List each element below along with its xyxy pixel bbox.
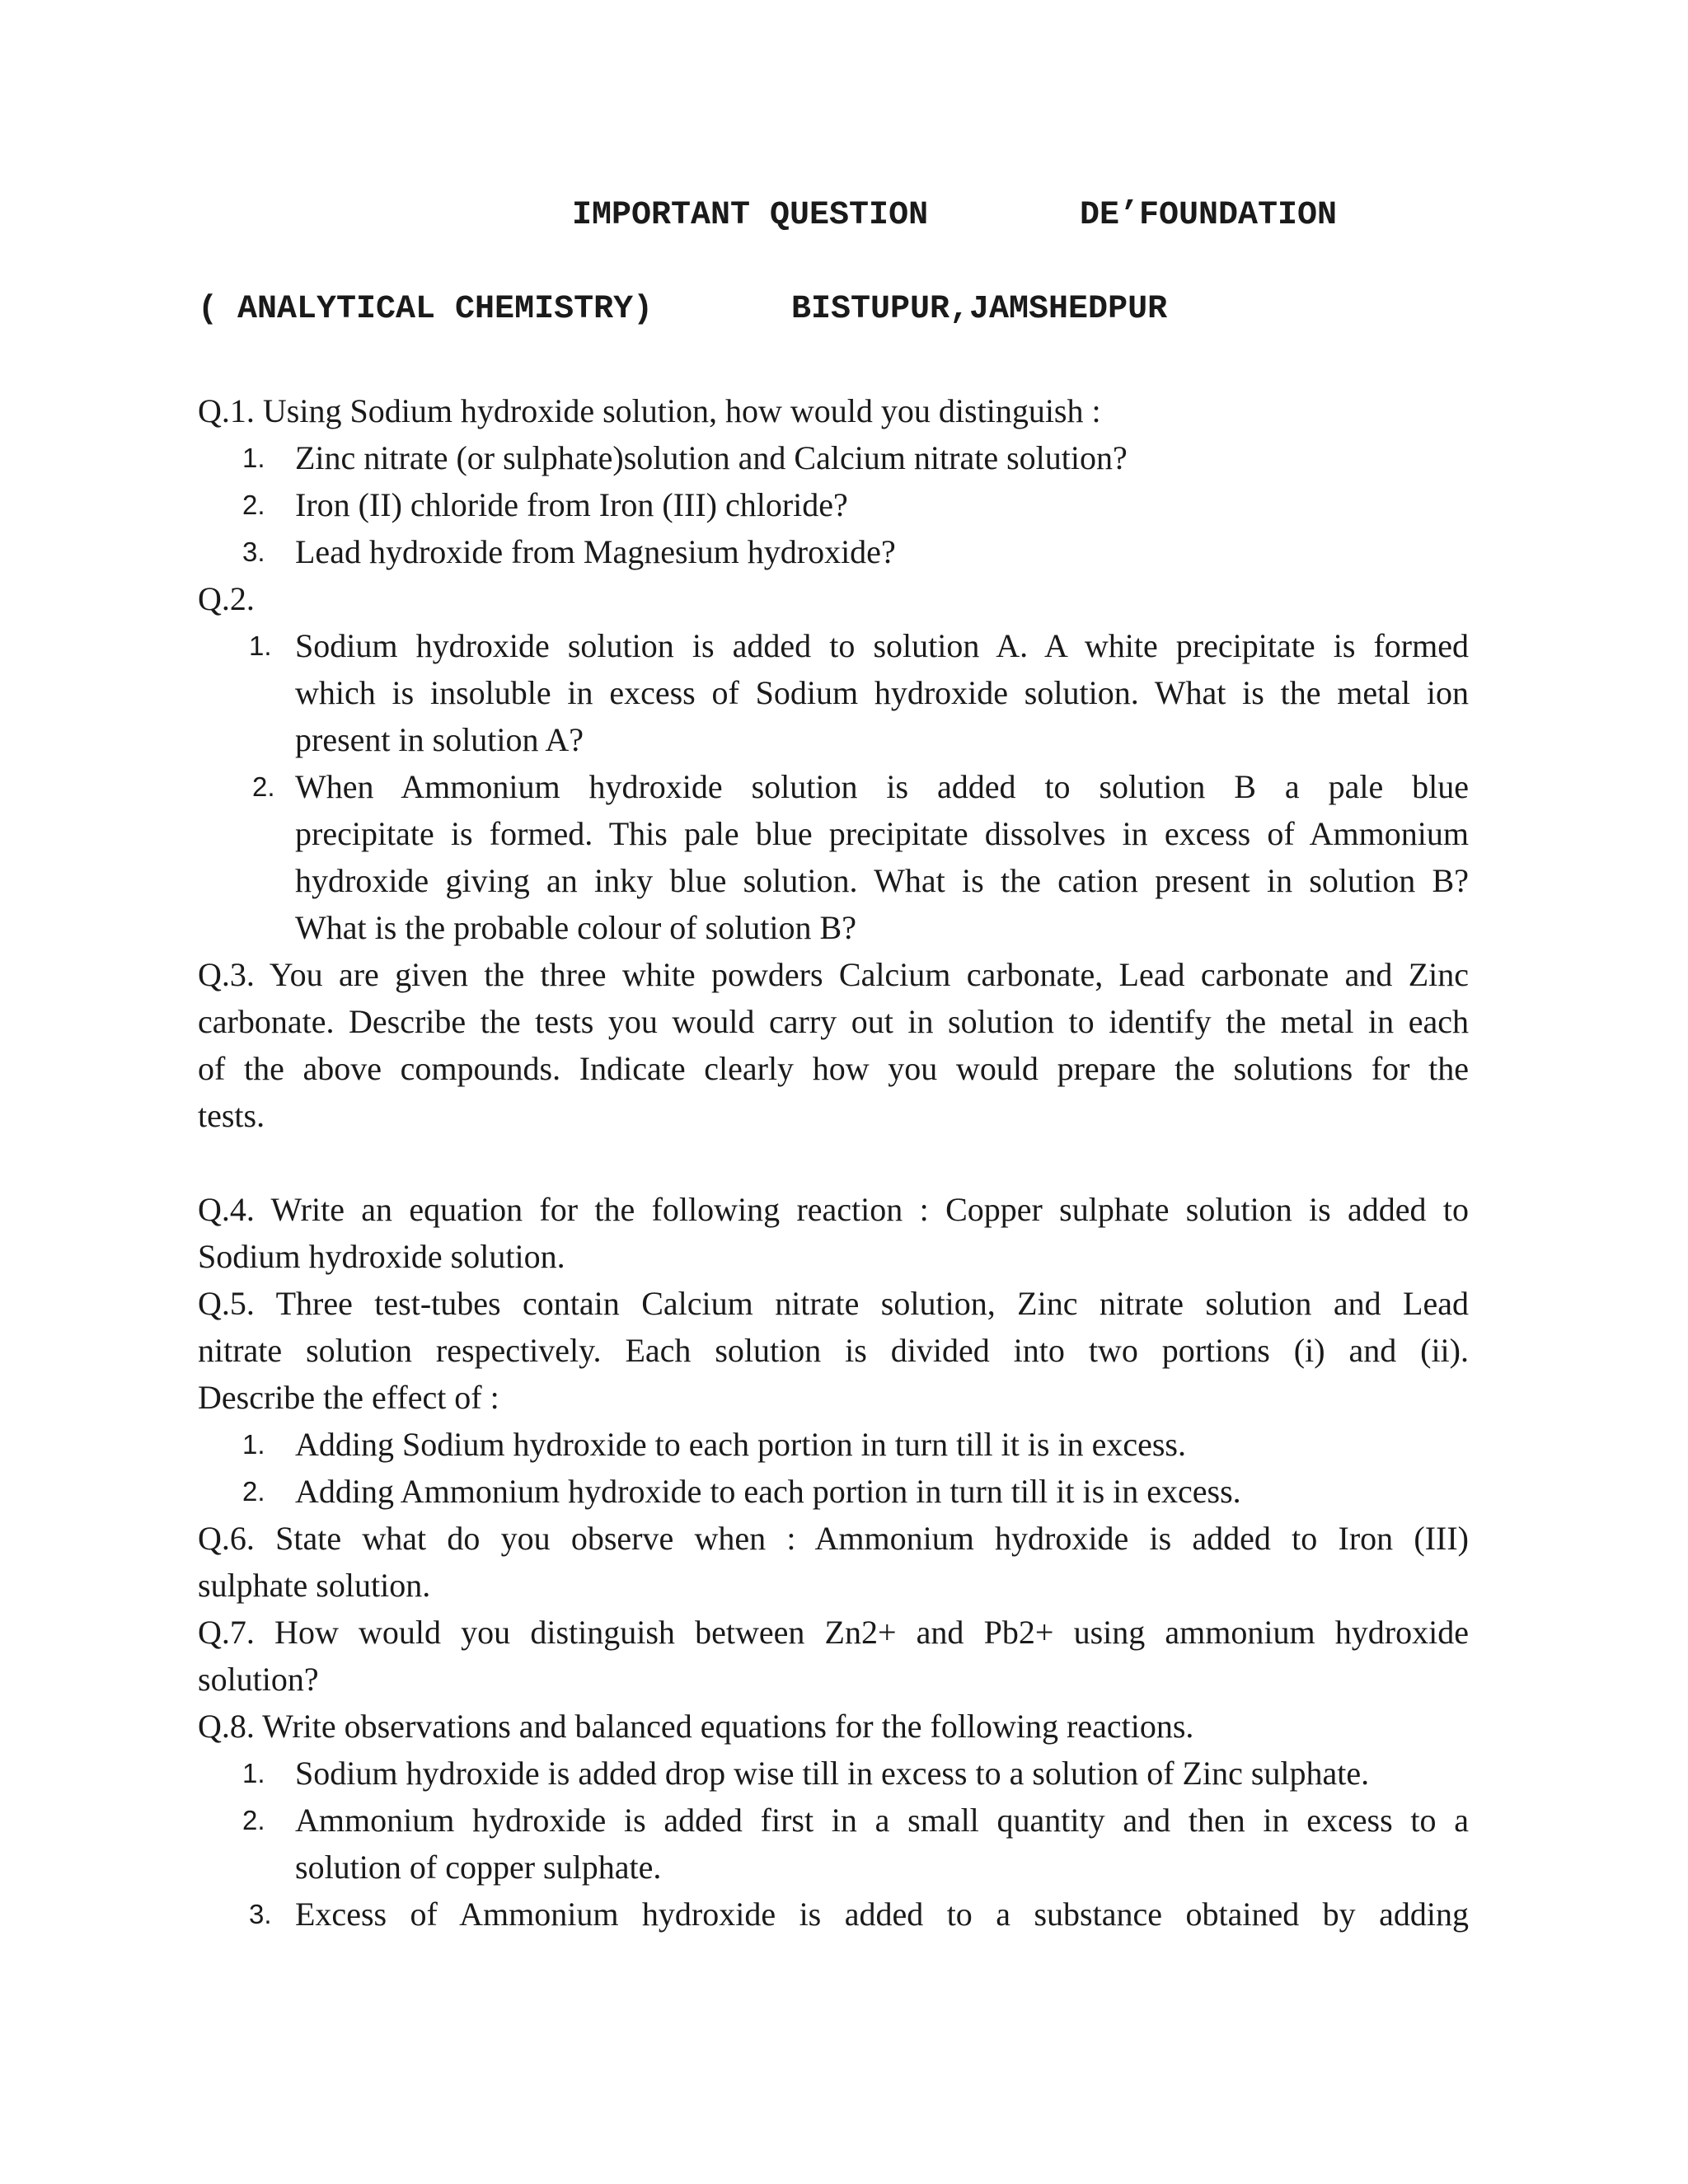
item-line: Sodium hydroxide is added drop wise till in excess to a solution of Zinc sulphate. xyxy=(295,1755,1370,1792)
question-line: tests. xyxy=(198,1097,265,1134)
item-number: 3. xyxy=(249,1899,272,1929)
item-text: Zinc nitrate (or sulphate)solution and Calcium nitrate solution? xyxy=(295,439,1128,476)
item-text: Lead hydroxide from Magnesium hydroxide? xyxy=(295,533,896,570)
q2-item-2 xyxy=(198,763,1469,951)
header-title: IMPORTANT QUESTION xyxy=(572,197,929,234)
question-line: carbonate. Describe the tests you would carry out in solution to identify the metal in each xyxy=(198,1003,1469,1040)
item-text: Adding Ammonium hydroxide to each portion in turn till it is in excess. xyxy=(295,1473,1241,1510)
item-line: When Ammonium hydroxide solution is added to solution B a pale blue xyxy=(295,768,1469,805)
item-line: solution of copper sulphate. xyxy=(295,1849,662,1886)
question-line: Q.6. State what do you observe when : Ammonium hydroxide is added to Iron (III) xyxy=(198,1520,1469,1557)
question-line: sulphate solution. xyxy=(198,1567,431,1604)
item-line: hydroxide giving an inky blue solution. What is the cation present in solution B? xyxy=(295,862,1469,899)
q5-item-1 xyxy=(198,1421,1469,1468)
item-line: What is the probable colour of solution B? xyxy=(295,909,856,946)
question-4 xyxy=(198,1186,1469,1280)
question-5 xyxy=(198,1280,1469,1421)
question-line: of the above compounds. Indicate clearly how you would prepare the solutions for the xyxy=(198,1050,1469,1087)
item-line: which is insoluble in excess of Sodium hydroxide solution. What is the metal ion xyxy=(295,674,1469,711)
q8-item-3 xyxy=(198,1891,1469,1938)
item-number: 2. xyxy=(242,490,265,520)
item-text: Adding Sodium hydroxide to each portion in turn till it is in excess. xyxy=(295,1426,1186,1463)
item-number: 1. xyxy=(249,630,272,661)
item-line: Excess of Ammonium hydroxide is added to a substance obtained by adding xyxy=(295,1896,1469,1933)
question-line: Q.5. Three test-tubes contain Calcium nitrate solution, Zinc nitrate solution and Lead xyxy=(198,1285,1469,1322)
question-3 xyxy=(198,951,1469,1139)
item-text: Iron (II) chloride from Iron (III) chloride? xyxy=(295,486,848,523)
question-line: Q.7. How would you distinguish between Zn2+ and Pb2+ using ammonium hydroxide xyxy=(198,1614,1469,1651)
question-6 xyxy=(198,1515,1469,1609)
question-8: Q.8. Write observations and balanced equations for the following reactions. xyxy=(198,1708,1194,1745)
question-line: Sodium hydroxide solution. xyxy=(198,1238,565,1275)
q1-item-3 xyxy=(198,528,1469,575)
question-7 xyxy=(198,1609,1469,1703)
header-institute: DE’FOUNDATION xyxy=(1080,197,1338,234)
item-number: 2. xyxy=(242,1476,265,1507)
question-line: Q.3. You are given the three white powders Calcium carbonate, Lead carbonate and Zinc xyxy=(198,956,1469,993)
q1-item-2 xyxy=(198,481,1469,528)
item-line: present in solution A? xyxy=(295,721,584,758)
q8-item-2 xyxy=(198,1797,1469,1891)
item-number: 1. xyxy=(242,1758,265,1788)
item-line: precipitate is formed. This pale blue precipitate dissolves in excess of Ammonium xyxy=(295,815,1469,852)
question-line: Q.4. Write an equation for the following reaction : Copper sulphate solution is added to xyxy=(198,1191,1469,1228)
item-number: 3. xyxy=(242,537,265,567)
q8-item-1 xyxy=(198,1750,1469,1797)
q1-item-1 xyxy=(198,434,1469,481)
header-location: BISTUPUR,JAMSHEDPUR xyxy=(791,291,1168,328)
question-line: solution? xyxy=(198,1661,319,1698)
spacer xyxy=(198,1139,1469,1186)
item-number: 2. xyxy=(242,1805,265,1835)
question-1: Q.1. Using Sodium hydroxide solution, how would you distinguish : xyxy=(198,392,1101,429)
item-number: 2. xyxy=(252,771,275,802)
q5-item-2 xyxy=(198,1468,1469,1515)
header-subject: ( ANALYTICAL CHEMISTRY) xyxy=(198,291,654,328)
question-2: Q.2. xyxy=(198,580,255,617)
item-number: 1. xyxy=(242,1429,265,1460)
item-number: 1. xyxy=(242,443,265,473)
question-list xyxy=(198,387,1469,1938)
q2-item-1 xyxy=(198,622,1469,763)
item-line: Sodium hydroxide solution is added to solution A. A white precipitate is formed xyxy=(295,627,1469,664)
question-line: Describe the effect of : xyxy=(198,1379,499,1416)
item-line: Ammonium hydroxide is added first in a small quantity and then in excess to a xyxy=(295,1802,1469,1839)
question-line: nitrate solution respectively. Each solution is divided into two portions (i) and (ii). xyxy=(198,1332,1469,1369)
